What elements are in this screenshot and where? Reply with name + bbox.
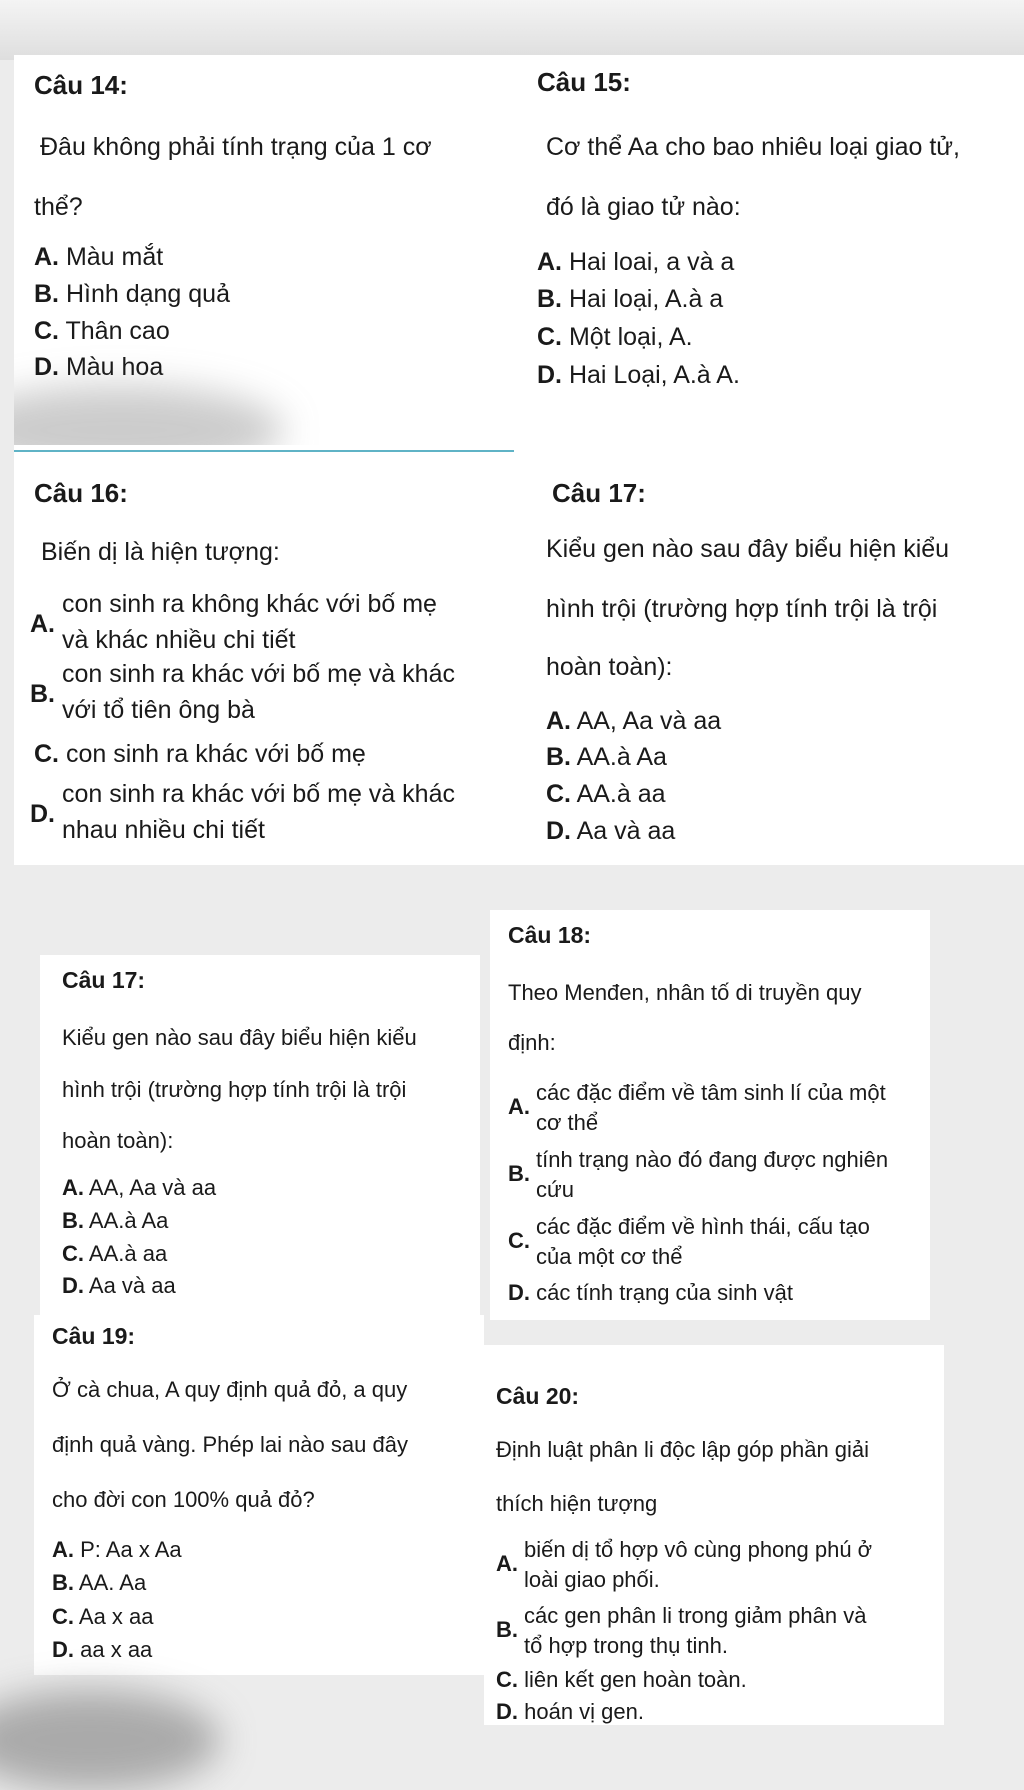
question-17 xyxy=(534,445,1024,865)
question-stem-line: thích hiện tượng xyxy=(496,1491,658,1516)
option-d[interactable] xyxy=(52,1637,152,1663)
option-b[interactable] xyxy=(34,280,230,309)
option-text: Aa và aa xyxy=(576,817,676,845)
option-label: A. xyxy=(62,1175,84,1200)
question-19 xyxy=(34,1315,484,1675)
option-text-line: và khác nhiều chi tiết xyxy=(62,626,296,654)
question-title: Câu 17: xyxy=(62,967,146,993)
option-label: A. xyxy=(30,610,55,638)
option-text: AA, Aa và aa xyxy=(576,707,722,735)
option-text-line: cứu xyxy=(536,1177,574,1202)
option-label: C. xyxy=(508,1228,530,1253)
option-label: A. xyxy=(496,1551,518,1576)
option-b[interactable] xyxy=(546,743,667,772)
option-c[interactable] xyxy=(34,740,366,769)
question-20 xyxy=(484,1345,944,1725)
option-a[interactable] xyxy=(537,248,734,277)
option-text: Thân cao xyxy=(65,317,170,345)
question-stem-line: thể? xyxy=(34,193,83,221)
option-label: B. xyxy=(546,743,571,771)
option-c[interactable] xyxy=(34,317,170,346)
option-label: D. xyxy=(508,1280,530,1305)
option-label: C. xyxy=(546,780,571,808)
question-title: Câu 19: xyxy=(52,1323,136,1349)
question-stem-line: Đâu không phải tính trạng của 1 cơ xyxy=(40,133,432,161)
option-label: B. xyxy=(30,680,55,708)
option-c[interactable] xyxy=(52,1604,154,1630)
question-stem-line: cho đời con 100% quả đỏ? xyxy=(52,1487,315,1512)
question-stem-line: Theo Menđen, nhân tố di truyền quy xyxy=(508,980,862,1005)
option-a[interactable] xyxy=(34,243,163,272)
option-label: D. xyxy=(537,361,562,389)
option-label: B. xyxy=(52,1570,74,1595)
option-d[interactable] xyxy=(34,353,163,382)
option-text: AA.à aa xyxy=(576,780,666,808)
option-text-line: với tổ tiên ông bà xyxy=(62,696,255,724)
option-c[interactable] xyxy=(62,1241,167,1267)
option-label: C. xyxy=(496,1667,518,1692)
option-label: A. xyxy=(52,1537,74,1562)
option-label: D. xyxy=(62,1273,84,1298)
option-text-line: của một cơ thể xyxy=(536,1244,683,1269)
question-stem-line: Cơ thể Aa cho bao nhiêu loại giao tử, xyxy=(546,133,960,161)
option-text-line: loài giao phối. xyxy=(524,1567,660,1592)
question-stem-line: Kiểu gen nào sau đây biểu hiện kiểu xyxy=(62,1025,417,1050)
option-label: B. xyxy=(537,285,562,313)
question-stem-line: hình trội (trường hợp tính trội là trội xyxy=(62,1077,407,1102)
photo-q19 xyxy=(34,1315,484,1675)
question-14 xyxy=(14,55,514,445)
option-d[interactable] xyxy=(546,817,675,846)
question-stem-line: định: xyxy=(508,1030,556,1055)
option-b[interactable] xyxy=(62,1208,168,1234)
question-stem-line: Kiểu gen nào sau đây biểu hiện kiểu xyxy=(546,535,950,563)
question-stem-line: Định luật phân li độc lập góp phần giải xyxy=(496,1437,870,1462)
option-label: A. xyxy=(508,1094,530,1119)
question-title: Câu 14: xyxy=(34,70,128,100)
photo-q16-q17 xyxy=(14,445,1024,865)
option-label: C. xyxy=(34,740,59,768)
option-text: aa x aa xyxy=(80,1637,153,1662)
photo-q17-repeat xyxy=(40,955,480,1320)
option-label: A. xyxy=(537,248,562,276)
option-text: AA.à Aa xyxy=(88,1208,169,1233)
option-text-line: con sinh ra khác với bố mẹ và khác xyxy=(62,660,455,688)
question-title: Câu 20: xyxy=(496,1383,580,1409)
option-text: Aa và aa xyxy=(88,1273,176,1298)
option-c[interactable] xyxy=(496,1667,747,1693)
option-label: B. xyxy=(496,1617,518,1642)
option-text-line: các gen phân li trong giảm phân và xyxy=(524,1603,867,1628)
question-stem-line: Ở cà chua, A quy định quả đỏ, a quy xyxy=(52,1377,408,1402)
option-label: B. xyxy=(508,1161,530,1186)
option-text: Màu hoa xyxy=(65,353,164,381)
option-text-line: biến dị tổ hợp vô cùng phong phú ở xyxy=(524,1537,873,1562)
question-stem-line: hoàn toàn): xyxy=(546,653,673,681)
question-15 xyxy=(524,55,1024,445)
option-text-line: các đặc điểm về hình thái, cấu tạo xyxy=(536,1214,870,1239)
option-label: D. xyxy=(546,817,571,845)
option-text-line: con sinh ra khác với bố mẹ và khác xyxy=(62,780,455,808)
option-text-line: các đặc điểm về tâm sinh lí của một xyxy=(536,1080,886,1105)
option-text: Một loại, A. xyxy=(568,323,693,351)
option-text: Hai loại, A.à a xyxy=(568,285,724,313)
option-label: C. xyxy=(537,323,562,351)
question-title: Câu 18: xyxy=(508,922,592,948)
option-label: B. xyxy=(34,280,59,308)
question-stem-line: hình trội (trường hợp tính trội là trội xyxy=(546,595,938,623)
option-text: P: Aa x Aa xyxy=(80,1537,182,1562)
photo-q18 xyxy=(490,910,930,1320)
question-stem-line: định quả vàng. Phép lai nào sau đây xyxy=(52,1432,408,1457)
option-label: A. xyxy=(546,707,571,735)
option-text-line: tính trạng nào đó đang được nghiên xyxy=(536,1147,889,1172)
option-text: Hai Loại, A.à A. xyxy=(568,361,740,389)
option-a[interactable] xyxy=(62,1175,216,1201)
option-text: con sinh ra khác với bố mẹ xyxy=(65,740,366,768)
option-label: C. xyxy=(52,1604,74,1629)
option-text: Hai loai, a và a xyxy=(568,248,735,276)
option-text-line: cơ thể xyxy=(536,1110,599,1135)
option-text: liên kết gen hoàn toàn. xyxy=(524,1667,747,1692)
photo-q14-q15 xyxy=(14,55,1024,445)
option-text: AA.à Aa xyxy=(576,743,667,771)
question-title: Câu 15: xyxy=(537,67,631,97)
background-top xyxy=(0,0,1024,60)
photo-q20 xyxy=(484,1345,944,1725)
option-label: C. xyxy=(62,1241,84,1266)
question-stem-line: hoàn toàn): xyxy=(62,1128,174,1153)
option-label: D. xyxy=(496,1699,518,1724)
question-title: Câu 17: xyxy=(552,478,646,508)
option-text: Aa x aa xyxy=(78,1604,154,1629)
option-label: D. xyxy=(34,353,59,381)
option-label: D. xyxy=(52,1637,74,1662)
option-d[interactable] xyxy=(62,1273,176,1299)
option-text: các tính trạng của sinh vật xyxy=(536,1280,793,1305)
question-18 xyxy=(490,910,930,1320)
option-label: D. xyxy=(30,800,55,828)
option-text-line: con sinh ra không khác với bố mẹ xyxy=(62,590,437,618)
question-title: Câu 16: xyxy=(34,478,128,508)
option-d[interactable] xyxy=(508,1280,793,1306)
option-text: AA. Aa xyxy=(78,1570,147,1595)
photo-shadow xyxy=(0,1690,220,1790)
option-label: B. xyxy=(62,1208,84,1233)
question-17-repeat xyxy=(40,955,480,1320)
option-c[interactable] xyxy=(546,780,666,809)
option-b[interactable] xyxy=(537,285,723,314)
question-stem-line: đó là giao tử nào: xyxy=(546,193,741,221)
option-c[interactable] xyxy=(537,323,693,352)
option-text: Màu mắt xyxy=(65,243,164,271)
option-text: hoán vị gen. xyxy=(524,1699,644,1724)
option-b[interactable] xyxy=(52,1570,146,1596)
option-text: AA.à aa xyxy=(88,1241,168,1266)
option-a[interactable] xyxy=(52,1537,182,1563)
option-label: A. xyxy=(34,243,59,271)
option-d[interactable] xyxy=(496,1699,644,1725)
option-text-line: tổ hợp trong thụ tinh. xyxy=(524,1633,729,1658)
option-a[interactable] xyxy=(546,707,721,736)
question-stem-line: Biến dị là hiện tượng: xyxy=(41,538,280,566)
option-label: C. xyxy=(34,317,59,345)
option-text: AA, Aa và aa xyxy=(88,1175,217,1200)
option-d[interactable] xyxy=(537,361,740,390)
question-16 xyxy=(14,445,524,865)
option-text: Hình dạng quả xyxy=(65,280,230,308)
option-text-line: nhau nhiều chi tiết xyxy=(62,816,265,844)
